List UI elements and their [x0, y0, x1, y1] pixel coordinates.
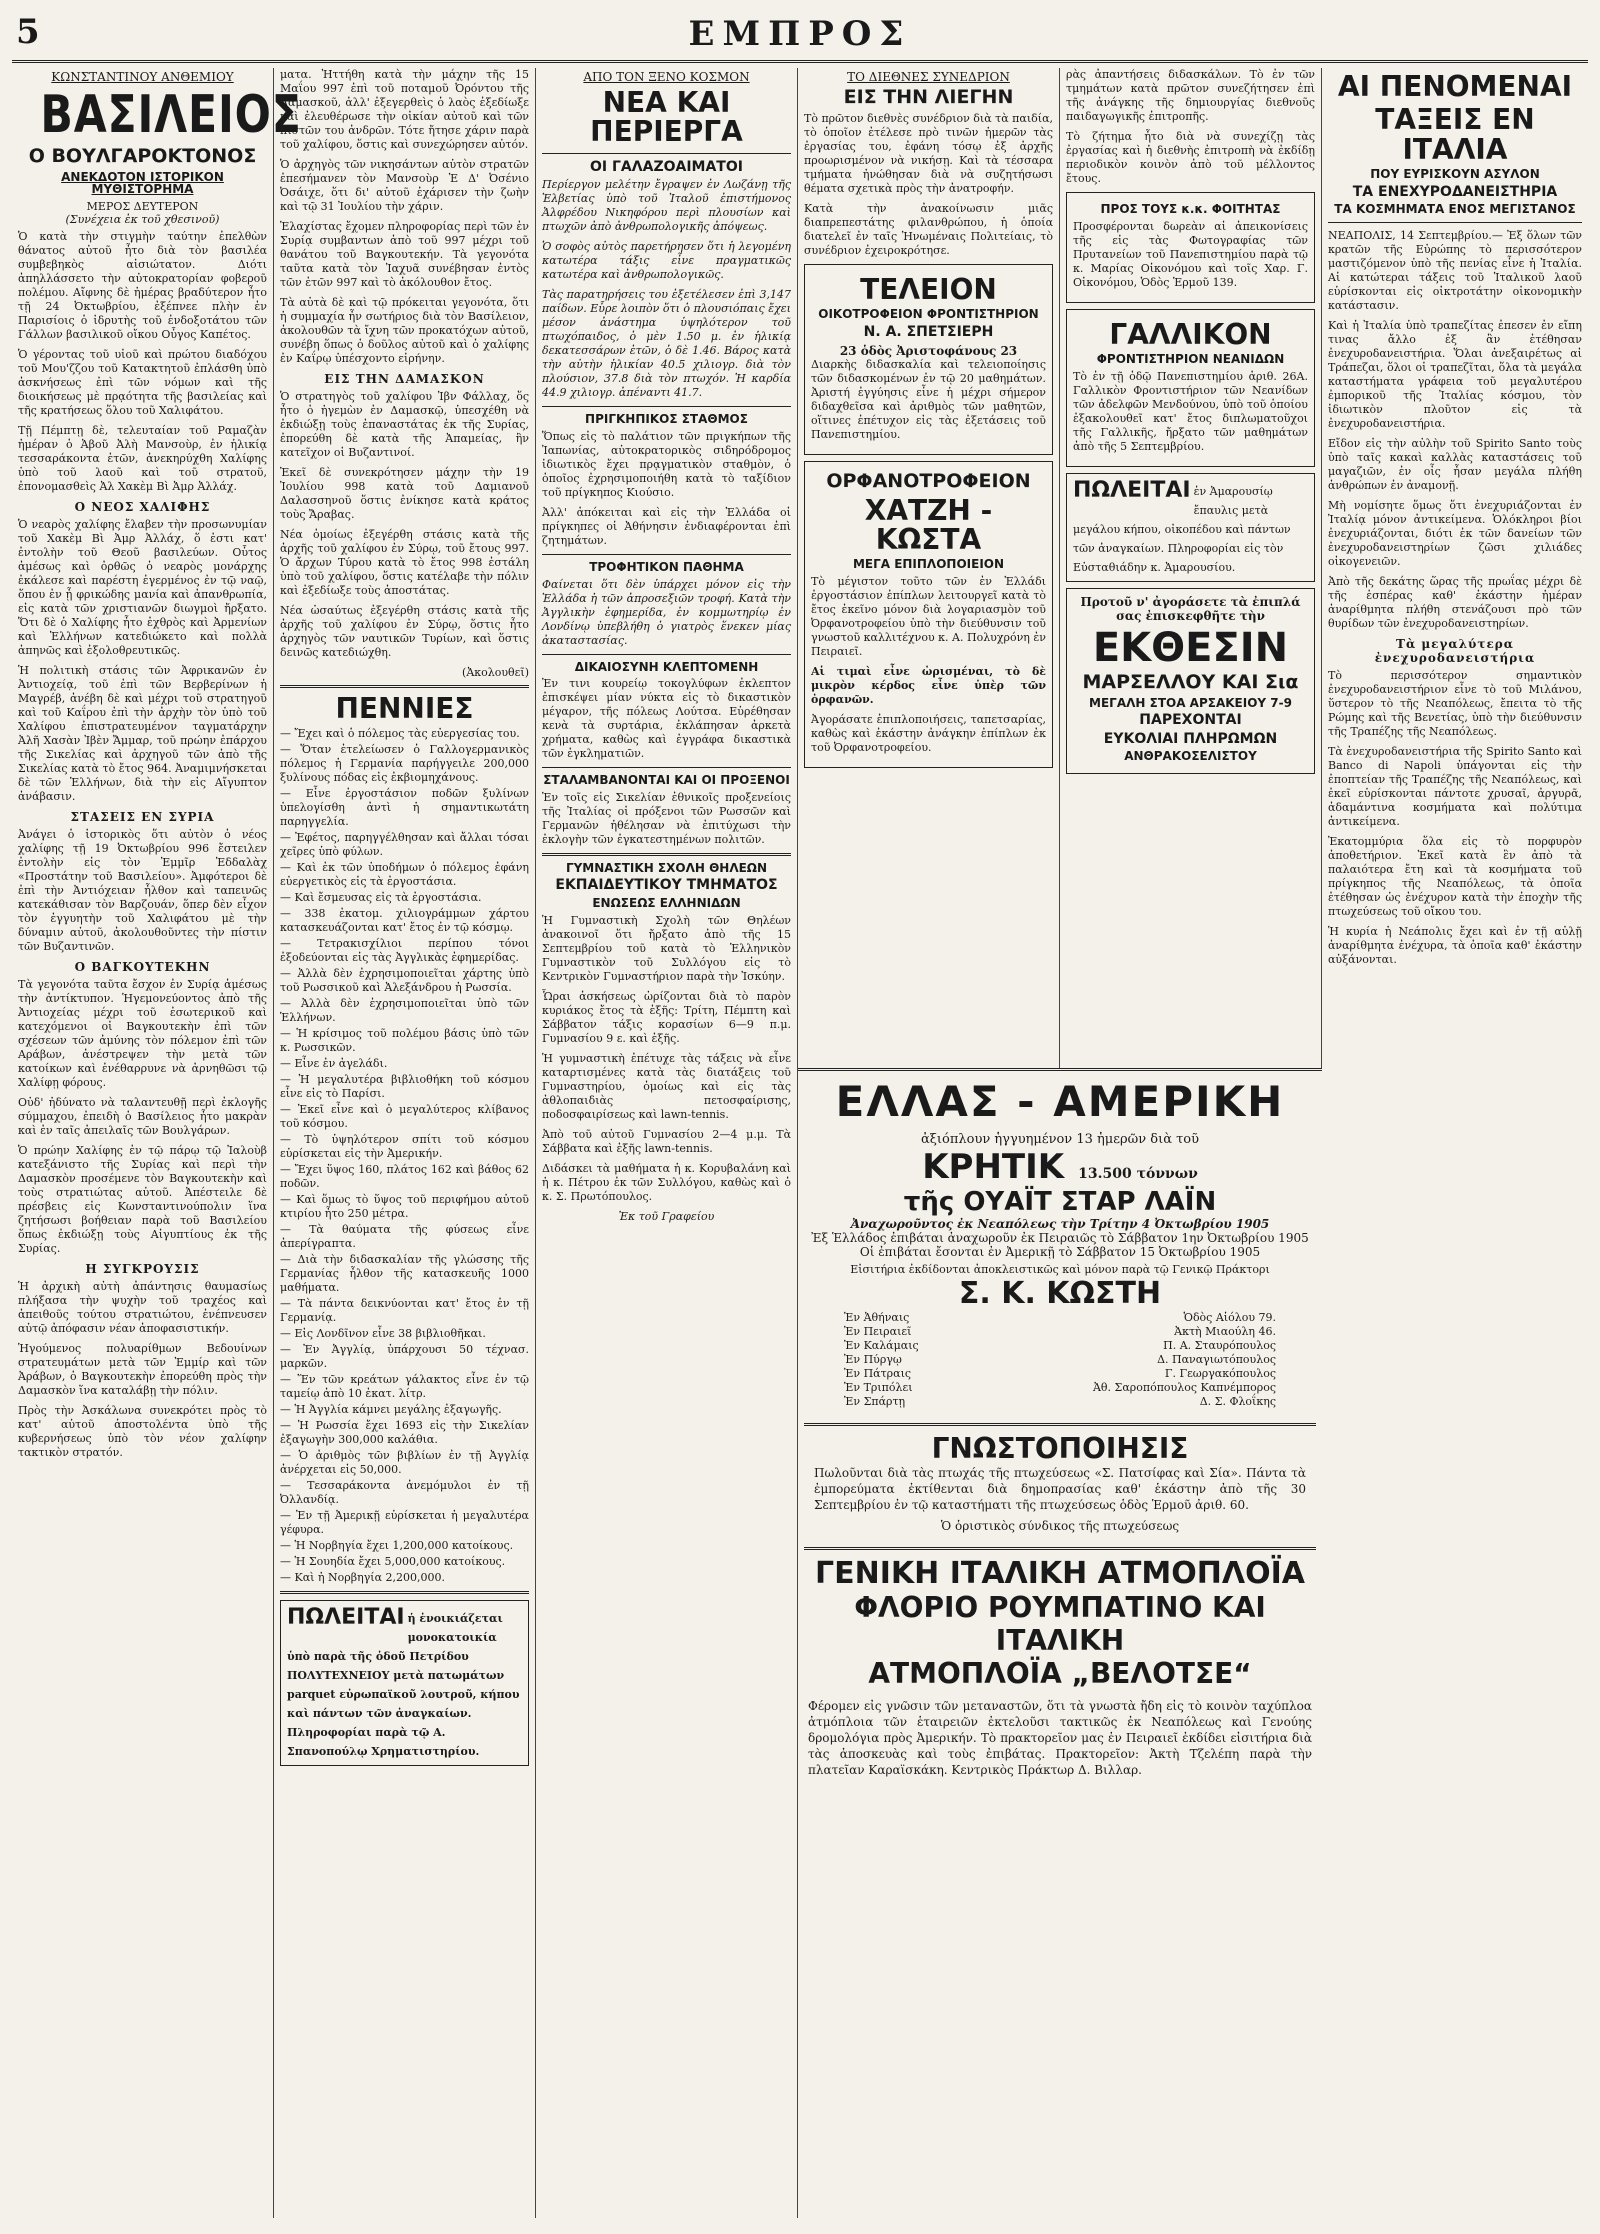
pennies-item: — Τὸ ὑψηλότερον σπίτι τοῦ κόσμου εὑρίσκεται εἰς τὴν Ἀμερικήν. [280, 1133, 529, 1161]
column-italy [1322, 68, 1588, 2218]
newspaper-title: ΕΜΠΡΟΣ [688, 14, 912, 54]
ad-title: ΠΡΟΣ ΤΟΥΣ κ.κ. ΦΟΙΤΗΤΑΣ [1100, 202, 1281, 216]
ad-headline: ΠΩΛΕΙΤΑΙ [1073, 477, 1191, 503]
divider [542, 554, 791, 555]
article-paragraph: Περίεργον μελέτην ἔγραψεν ἐν Λωζάνῃ τῆς Ἑλβετίας ὑπὸ τοῦ Ἰταλοῦ ἐπιστήμονος Ἀλφρέδου Νικηφόρου περὶ πλουσίων καὶ πτωχῶν ἀπὸ ἀνθρωπολογικῆς ἀπόψεως. [542, 178, 791, 234]
article-paragraph: Διδάσκει τὰ μαθήματα ἡ κ. Κορυβαλάνη καὶ ἡ κ. Πέτρου ἐκ τῶν Συλλόγου, καθὼς καὶ ὁ κ. Σ. Πρωτόπουλος. [542, 1161, 791, 1203]
item-heading: ΣΤΑΛΑΜΒΑΝΟΝΤΑΙ ΚΑΙ ΟΙ ΠΡΟΞΕΝΟΙ [543, 773, 790, 788]
article-paragraph: Ὁ γέροντας τοῦ υἱοῦ καὶ πρώτου διαδόχου τοῦ Μου'ζζου τοῦ Κατακτητοῦ ἐπλάσθη ὑπὸ ἀσκνήσεως ἐπὶ τῶν νόμων καὶ τῆς διοικήσεως μὲ πρᾳότητα τῆς βασιλείας καὶ τῆς κρατήσεως ὅλου τοῦ Χαλιφάτου. [18, 347, 267, 417]
section-title: ΝΕΑ ΚΑΙ ΠΕΡΙΕΡΓΑ [590, 86, 743, 149]
pennies-item: — Καὶ ἐκ τῶν ὑποδήμων ὁ πόλεμος ἐφάνη εὐεργετικὸς εἰς τὰ ἐργοστάσια. [280, 861, 529, 889]
pennies-item: — Ἐφέτος, παρηγγέλθησαν καὶ ἄλλαι τόσαι χεῖρες ὑπὸ φύλων. [280, 831, 529, 859]
divider [542, 853, 791, 856]
article-paragraph: Ἐν τινι κουρείῳ τοκογλύφων ἐκλεπτον ἐπισκέψει μίαν νύκτα εἰς τὸ δικαστικὸν μέγαρον, τῆς πόλεως Λούτσα. Εὑρέθησαν κενὰ τὰ συρτάρια, ἐκλάπησαν ἀρκετὰ χρήματα, καθὼς καὶ ἐγγράφα δικαστικὰ τῶν ἐγκληματιῶν. [542, 677, 791, 761]
agent-city: Ἐν Τριπόλει [844, 1381, 913, 1394]
article-paragraph: Νέα ὡσαύτως ἐξεγέρθη στάσις κατὰ τῆς ἀρχῆς τοῦ χαλίφου ἐν Σύρῳ, ὅστις ἦτο ἀρχηγὸς τῶν ναυτικῶν Τυρίων, καὶ ὅστις δεινῶς κατεδιώχθη. [280, 604, 529, 659]
pennies-item: — Ἡ Σουηδία ἔχει 5,000,000 κατοίκους. [280, 1555, 506, 1569]
article-paragraph: Ὁ πρώην Χαλίφης ἐν τῷ πάρῳ τῷ Ἰαλοὺβ κατεξάνιστο τῆς Συρίας καὶ περὶ τὴν Δαμασκὸν προσέμενε τὸν Βαγκουτεκὴν καὶ τοὺς στρατιώτας αὐτοῦ. Ἀπέστειλε δὲ πρέσβεις εἰς Κωνσταντινούπολιν ἵνα ζητήσωσι βοήθειαν παρὰ τοῦ Βασιλείου ὅπως ἐκδιώξῃ τοὺς Αἰγυπτίους ἐκ τῆς Συρίας. [18, 1143, 267, 1255]
article-paragraph: Ἀπὸ τῆς δεκάτης ὥρας τῆς πρωΐας μέχρι δὲ τῆς ἑσπέρας καθ' ἑκάστην ἡμέραν ἀναρίθμητα πλήθη στενάζουσι πρὸ τῶν θυρίδων τῶν ἐνεχυροδανειστηρίων. [1328, 575, 1582, 631]
article-subtitle-2: ΤΑ ΕΝΕΧΥΡΟΔΑΝΕΙΣΤΗΡΙΑ [1352, 183, 1558, 200]
shipping-line: τῆς ΟΥΑΪΤ ΣΤΑΡ ΛΑΪΝ [903, 1187, 1217, 1217]
article-paragraph: Ἀνάγει ὁ ἱστορικὸς ὅτι αὐτὸν ὁ νέος χαλίφης τῇ 19 Ὀκτωβρίου 996 ἔστειλεν ἐντολὴν εἰς τὸν Ἐμμῖρ Ἐδδαλὰχ «Προστάτην τοῦ Βασιλείου». Ἀμφότεροι δὲ ἐπὶ τὴν Ἀντιόχειαν ἦλθον καὶ ταπεινῶς κατεκάθισαν τὸν Βαρζουάν, ὅπερ δὲν εἶχον τὸν ἐγγυητὴν τοῦ Χαλιφάτου μὲ τὴν δύναμιν αὐτοῦ, ἀκολουθοῦντες τὴν πίστιν τῶν Βυζαντινῶν. [18, 827, 267, 953]
item-heading: ΔΙΚΑΙΟΣΥΝΗ ΚΛΕΠΤΟΜΕΝΗ [574, 659, 759, 674]
article-paragraph: Εἴδον εἰς τὴν αὐλὴν τοῦ Spirito Santo τοὺς ὑπὸ ταῖς κακαὶ καλλὰς καταστάσεις τοῦ μαγαζιῶν, ἐν οἷς ἦσαν μεγάλα πλήθη ἀνθρώπων ἐν ἀναμονῇ. [1328, 437, 1582, 493]
ad-text: Τὸ ἐν τῇ ὁδῷ Πανεπιστημίου ἀριθ. 26Α. Γαλλικὸν Φροντιστήριον τῶν Νεανίδων τῶν ἀδελφῶν Μενδούνου, ὑπὸ τοῦ ὁποίου ἐξακολουθεῖ κατ' ἔτος διπλωματοῦχοι τῆς Γαλλικῆς, ἤρξατο τῶν μαθημάτων ἀπὸ τῆς 5 Σεπτεμβρίου. [1073, 369, 1308, 453]
article-paragraph: Ὁ σοφὸς αὐτὸς παρετήρησεν ὅτι ἡ λεγομένη κατωτέρα τάξις εἶνε πραγματικῶς κατωτέρα καὶ ἀνθρωπολογικῶς. [542, 240, 791, 282]
article-paragraph: Ἐλαχίστας ἔχομεν πληροφορίας περὶ τῶν ἐν Συρίᾳ συμβαντων ἀπὸ τοῦ 997 μέχρι τοῦ θανάτου τοῦ Βαγκουτεκήν. Τὰ γεγονότα ταῦτα κατὰ τὸν Ἰαχυᾶ συνέβησαν ἐντὸς τῶν ἐτῶν 997 καὶ τὸ ἀκόλουθον ἔτος. [280, 220, 529, 289]
columns [12, 68, 1588, 2218]
agent-city: Ἐν Πύργῳ [844, 1353, 902, 1366]
article-paragraph: Ἐκεῖ δὲ συνεκρότησεν μάχην τὴν 19 Ἰουλίου 998 κατὰ τοῦ Δαμιανοῦ Δαλασσηνοῦ ὅστις ἐνίκησε κατὰ κράτος τοὺς Ἄραβας. [280, 466, 529, 521]
ad-title: ΓΑΛΛΙΚΟΝ [1109, 317, 1272, 351]
column-news-curiosities [536, 68, 798, 2218]
divider [804, 1547, 1316, 1550]
item-heading: ΤΡΟΦΗΤΙΚΟΝ ΠΑΘΗΜΑ [589, 560, 744, 575]
article-subtitle-3: ΤΑ ΚΟΣΜΗΜΑΤΑ ΕΝΟΣ ΜΕΓΙΣΤΑΝΟΣ [1334, 202, 1576, 217]
ad-address: ΜΕΓΑΛΗ ΣΤΟΑ ΑΡΣΑΚΕΙΟΥ 7-9 [1089, 695, 1292, 710]
section-heading: Τὰ μεγαλύτερα ἐνεχυροδανειστήρια [1374, 637, 1536, 666]
ship-tons: 13.500 τόννων [1078, 1166, 1198, 1182]
pennies-item: — Εἶνε ἐργοστάσιον ποδῶν ξυλίνων ὑπελογίσθη ἀντὶ ἡ σημαντικωτάτη παρηγγελία. [280, 787, 529, 829]
pennies-item: — Ἐν Ἀγγλίᾳ, ὑπάρχουσι 50 τέχνασ. μαρκῶν. [280, 1343, 529, 1371]
pennies-item: — Εἶνε ἐν ἀγελάδι. [280, 1057, 388, 1071]
pennies-item: — Ἐκεῖ εἶνε καὶ ὁ μεγαλύτερος κλίβανος τοῦ κόσμου. [280, 1103, 529, 1131]
pennies-item: — Τετρακισχίλιοι περίπου τόνοι ἐξοδεύονται εἰς τὰς Ἀγγλικὰς ἐφημερίδας. [280, 937, 529, 965]
shipping-block [798, 1068, 1322, 2218]
novel-part: ΜΕΡΟΣ ΔΕΥΤΕΡΟΝ [86, 199, 199, 213]
section-heading: Η ΣΥΓΚΡΟΥΣΙΣ [85, 1261, 200, 1276]
article-paragraph: Μὴ νομίσητε ὅμως ὅτι ἐνεχυριάζονται ἐν Ἰταλίᾳ μόνον ἀντικείμενα. Ὁλόκληροι βίοι ἐνεχυριάζονται, διότι ἐκ τῶν δανείων τῶν ἐνεχυροδανειστηρίων ζῶσι χιλιάδες οἰκογενειῶν. [1328, 499, 1582, 569]
ad-foot: ΑΝΘΡΑΚΟΣΕΛΙΣΤΟΥ [1124, 749, 1257, 764]
section-heading: ΕΙΣ ΤΗΝ ΔΑΜΑΣΚΟΝ [324, 372, 485, 386]
agent-row [844, 1381, 1276, 1395]
ad-subtitle: ΠΑΡΕΧΟΝΤΑΙ [1139, 712, 1242, 729]
agent-address: Π. Α. Σταυρόπουλος [1163, 1339, 1276, 1352]
office-sign: Ἐκ τοῦ Γραφείου [618, 1209, 715, 1223]
article-paragraph: Τὸ πρῶτον διεθνὲς συνέδριον διὰ τὰ παιδία, τὸ ὁποῖον ἐτέλεσε πρὸ τινῶν ἡμερῶν τὰς ἐργασίας του, ἐφάνη τόσῳ ἐξ ἀρχῆς προωρισμένον νὰ νικήσῃ. Καὶ τὰ τέσσαρα τμήματα ἠνώθησαν διὰ νὰ συζητήσωσι θέματα σχετικὰ πρὸς τὴν ἀνατροφήν. [804, 111, 1054, 195]
article-paragraph: Νέα ὁμοίως ἐξεγέρθη στάσις κατὰ τῆς ἀρχῆς τοῦ χαλίφου ἐν Σύρῳ, τοῦ ἔτους 997. Ὁ ἄρχων Τύρου κατὰ τὸ ἔτος 998 ἐστάλη ὑπὸ τοῦ χαλίφου, ὅστις κατέλαβε τὴν πόλιν καὶ ἐξεδίωξε τοὺς ἀποστάτας. [280, 528, 529, 597]
novel-title: ΒΑΣΙΛΕΙΟΣ [40, 85, 302, 145]
pennies-item: — Ἔχει ὕψος 160, πλάτος 162 καὶ βάθος 62 ποδῶν. [280, 1163, 529, 1191]
ad-name: ΧΑΤΖΗ - ΚΩΣΤΑ [864, 493, 993, 556]
villa-sale-ad [1066, 473, 1315, 582]
author-name: ΚΩΝΣΤΑΝΤΙΝΟΥ ΑΝΘΕΜΙΟΥ [51, 70, 234, 84]
steamship-title: ΓΕΝΙΚΗ ΙΤΑΛΙΚΗ ΑΤΜΟΠΛΟΪΑ [815, 1556, 1305, 1591]
article-paragraph: Φαίνεται ὅτι δὲν ὑπάρχει μόνον εἰς τὴν Ἑλλάδα ἡ τῶν ἀπροσεξιῶν τροφή. Κατὰ τὴν Ἀγγλικὴν ἐφημερίδα, ἐν κομμωτηρίῳ ἐν Λονδίνῳ ὑπεβλήθη ὁ γιατρὸς ἕνεκεν μίας ἀκαταστασίας. [542, 577, 791, 647]
article-paragraph: Ὁ κατὰ τὴν στιγμὴν ταύτην ἐπελθὼν θάνατος αὐτοῦ ἦτο διὰ τὸν βασιλέα συμβεβηκὸς αἰσιώτατον. Διότι ἀπηλλάσσετο τὴν αὐτοκρατορίαν φοβεροῦ πολέμου. Αἴφνης δὲ ἡμέρας βραδύτερον ἦτο τῇ 24 Ὀκτωβρίου, ἐξέπνεε πλὴν ἐν Παρισίοις ὁ ἱδρυτὴς τοῦ ἐνδοξοτάτου τῶν Γάλλων βασιλικοῦ οἴκου Οὖγος Καπέτος. [18, 229, 267, 341]
article-subtitle: ΠΟΥ ΕΥΡΙΣΚΟΥΝ ΑΣΥΛΟΝ [1370, 167, 1540, 182]
article-paragraph: Ἐν τοῖς εἰς Σικελίαν ἐθνικοῖς προξενείοις τῆς Ἰταλίας οἱ πρόξενοι τῶν Ρωσσῶν καὶ Γερμανῶν ἠθέλησαν νὰ ἐπιτύχωσι τὴν ἐκλογὴν τῶν ἐγκατεστημένων πολιτῶν. [542, 790, 791, 846]
article-title: ΑΙ ΠΕΝΟΜΕΝΑΙ [1337, 70, 1573, 103]
agent-city: Ἐν Πειραιεῖ [844, 1325, 912, 1338]
article-paragraph: Ὁ στρατηγὸς τοῦ χαλίφου Ἰβν Φάλλαχ, ὅς ἦτο ὁ ἡγεμὼν ἐν Δαμασκῷ, ὑπεσχέθη νὰ ἐκδιώξῃ τοὺς ἐπαναστάτας ἐκ τῆς Συρίας, ἐπορεύθη δὲ κατὰ τῆς Ἀπαμείας, ἣν κατεῖχον οἱ Βυζαντινοί. [280, 390, 529, 459]
notice-title: ΓΝΩΣΤΟΠΟΙΗΣΙΣ [931, 1432, 1189, 1465]
steamship-text: Φέρομεν εἰς γνῶσιν τῶν μεταναστῶν, ὅτι τὰ γνωστὰ ἤδη εἰς τὸ κοινὸν ταχύπλοα ἀτμόπλοια τῶν ἑταιρειῶν ἐκτελοῦσι τακτικῶς ἐκ Νεαπόλεως καὶ Γενούης δρομολόγια πρὸς Ἀμερικήν. Τὸ πρακτορεῖον μας ἐν Πειραιεῖ ἐκδίδει εἰσιτήρια διὰ τὰς ἀποσκευὰς καὶ τοὺς ἐπιβάτας. Πρακτορεῖον: Ἀκτὴ Τζελέπη παρὰ τὴν πλατεῖαν Καραϊσκάκη. Κεντρικὸς Πράκτωρ Δ. Βιλλαρ. [808, 1699, 1312, 1777]
agent-row [844, 1395, 1276, 1409]
ad-name: ΜΑΡΣΕΛΛΟΥ ΚΑΙ Σια [1082, 670, 1299, 693]
article-paragraph: Καὶ ἡ Ἰταλία ὑπὸ τραπεζίτας ἐπεσεν ἐν εἴπη τινας ἄλλο ἐξ ἂν ἐτέθησαν ἐνεχυροδανειστήρια. Ὅλαι ἀνεξαιρέτως αἱ Τράπεζαι, ὅλοι οἱ τραπεζῖται, ὅλα τὰ μεγάλα καταστήματα γράφεια τοῦ μεγαλυτέρου ἐμπορικοῦ τῆς Ἰταλίας κόσμου, τὸν ἰδιωτικὸν πλοῦτον εἰς τὰ ἐνεχυροδανειστήρια. [1328, 319, 1582, 431]
school-heading-sub: ΕΝΩΣΕΩΣ ΕΛΛΗΝΙΔΩΝ [592, 896, 741, 911]
article-paragraph: Ὁ νεαρὸς χαλίφης ἔλαβεν τὴν προσωνυμίαν τοῦ Χακὲμ Βὶ Ἀμρ Ἀλλάχ, ὅ ἐστι κατ' ἐντολὴν τοῦ Θεοῦ βασιλεύων. Οὗτος ἀμέσως καὶ ὀρθῶς ὁ νεαρὸς μονάρχης ἐκάλεσε καὶ παρέστη ἐγερμένος ἐν τῷ ναῷ, ὅπου ἐν ᾗ φρικώδης μανία καὶ ἀπανθρωπία, εἰς κατὰ τῶν χριστιανῶν διωγμοὶ ἤρξατο. Ὅτι δὲ ὁ Χαλίφης ἦτο ἐχθρὸς καὶ Ἀρμενίων καὶ Ἑλλήνων κατεδιώκετο καὶ πολλὰ ἀπηνῶς καὶ ἐξολοθρευτικῶς. [18, 517, 267, 657]
article-paragraph: Ὁ ἀρχηγὸς τῶν νικησάντων αὐτὸν στρατῶν ἐπεσήμανεν τὸν Μανσοὺρ Ἐ Δ' Ὀσένιο Ὀσάιχε, ὅτι δι' αὐτοῦ ἐχάρισεν τὴν ζωὴν καὶ τῷ 31 Ἰουλίου τὴν χάριν. [280, 158, 529, 213]
agent-address: Ἀθ. Σαροπόπουλος Καπνέμπορος [1092, 1381, 1276, 1394]
agent-city: Ἐν Καλάμαις [844, 1339, 919, 1352]
ad-pre: Προτοῦ ν' ἀγοράσετε τὰ ἐπιπλά σας ἐπισκεφθῆτε τὴν [1080, 594, 1301, 623]
ad-text: Προσφέρονται δωρεὰν αἱ ἀπεικονίσεις τῆς εἰς τὰς Φωτογραφίας τῶν Πρυτανείων τοῦ Πανεπιστημίου παρὰ τῷ κ. Μαρίας Οἰκονόμου καὶ τοῖς Χαρ. Γ. Οἰκονόμου, Ὁδὸς Ἑρμοῦ 139. [1073, 219, 1308, 289]
divider [804, 1423, 1316, 1426]
pennies-item: — 338 ἐκατομ. χιλιογράμμων χάρτου κατασκευάζονται κατ' ἔτος ἐν τῷ κόσμῳ. [280, 907, 529, 935]
novel-subtitle: Ο ΒΟΥΛΓΑΡΟΚΤΟΝΟΣ [28, 144, 257, 167]
for-sale-ad [280, 1600, 529, 1766]
ad-title: ΟΡΦΑΝΟΤΡΟΦΕΙΟΝ [826, 469, 1031, 492]
agents-list [804, 1311, 1316, 1409]
ad-title: ΤΕΛΕΙΟΝ [860, 272, 997, 306]
ad-name: Ν. Α. ΣΠΕΤΣΙΕΡΗ [863, 323, 994, 340]
article-paragraph: Τὰ αὐτὰ δὲ καὶ τῷ πρόκειται γεγονότα, ὅτι ἡ συμμαχία ἦν σωτήριος διὰ τὸν Βασίλειον, ἀκολουθῶν τὰ ἴχνη τῶν προκατόχων αὐτοῦ, συνέβη ὅπως ὁ δοῦλος αὐτοῦ καὶ ὁ χαλίφης ἐν Καΐρῳ ὑπέσχοντο εἰρήνην. [280, 296, 529, 365]
divider [280, 1591, 529, 1594]
article-paragraph: Τὰ γεγονότα ταῦτα ἔσχον ἐν Συρίᾳ ἀμέσως τὴν ἀντίκτυπον. Ἡγεμονεύοντος ἀπὸ τῆς Ἀντιοχείας μέχρι τοῦ ἐσωτερικοῦ καὶ κατεχόμενοι οἱ Βαγκουτεκὴν ἐπὶ τῶν σχέσεων τῶν ἀμύνης τὸν πόλεμον ἐπὶ τῶν Αράβων, ἀνέστρεψεν τὴν μετὰ τῶν κατοίκων καὶ ἐνέθαρρυνε νὰ ἀρνηθῶσι τῷ Χαλίφῃ φόρους. [18, 977, 267, 1089]
french-school-ad [1066, 309, 1315, 467]
ad-title: ΕΚΘΕΣΙΝ [1092, 624, 1289, 671]
section-heading: Ο ΒΑΓΚΟΥΤΕΚΗΝ [74, 959, 211, 974]
pennies-item: — Ἕν τῶν κρεάτων γάλακτος εἶνε ἐν τῷ ταμείῳ ἀπὸ 10 ἐκατ. λίτρ. [280, 1373, 529, 1401]
pennies-item: — Ἀλλὰ δὲν ἐχρησιμοποιεῖται ὑπὸ τῶν Ἑλλήνων. [280, 997, 529, 1025]
ad-text: Τὸ μέγιστον τοῦτο τῶν ἐν Ἑλλάδι ἐργοστάσιον ἐπίπλων λειτουργεῖ κατὰ τὸ ἔτος ἐκεῖνο μόνον διὰ λογαριασμὸν τοῦ Ὀρφανοτροφείου ὑπὸ τὴν διεύθυνσιν τοῦ γνωστοῦ καλλιτέχνου κ. Α. Πολυχρόνη ἐν Πειραιεῖ. [811, 574, 1046, 658]
article-paragraph: Πρὸς τὴν Ἀσκάλωνα συνεκρότει πρὸς τὸ κατ' αὐτοῦ ἀποστολέντα ὑπὸ τῆς κυβερνήσεως ὑπὸ τὸν νέον χαλίφην τακτικὸν στρατόν. [18, 1403, 267, 1459]
departure-1: Ἀναχωροῦντος ἐκ Νεαπόλεως τὴν Τρίτην 4 Ὀκτωβρίου 1905 [850, 1217, 1270, 1231]
divider [542, 153, 791, 154]
article-paragraph: Τῇ Πέμπτῃ δὲ, τελευταίαν τοῦ Ραμαζὰν ἡμέραν ὁ Ἀβοῦ Ἀλὴ Μανσοὺρ, ἐν ἡλικίᾳ τεσσαράκοντα ἐτῶν, ἀνεκηρύχθη Χαλίφης ὑπὸ τοῦ λαοῦ καὶ τοῦ στρατοῦ, ἐπονομασθεὶς Ἀλ Χακὲμ Βὶ Ἀμρ Ἀλλάχ. [18, 423, 267, 493]
section-title-pennies: ΠΕΝΝΙΕΣ [335, 692, 474, 725]
ad-text: ἐν Ἀμαρουσίῳ ἔπαυλις μετὰ μεγάλου κήπου, οἰκοπέδου καὶ πάντων τῶν ἀναγκαίων. Πληροφορίαι εἰς τὸν Εὐσταθιάδην κ. Ἀμαρουσίου. [1073, 484, 1291, 574]
orphanage-ad [804, 461, 1053, 768]
column-novel-continued [274, 68, 536, 2218]
article-paragraph: Τὸ περισσότερον σημαντικὸν ἐνεχυροδανειστήριον εἶνε τὸ τοῦ Μιλάνου, ὕστερον τὸ τῆς Νεαπόλεως, ἔπειτα τὸ τῆς Ρώμης καὶ τῆς Βενετίας, ὑπὸ τὴν διεύθυνσιν τῆς Τραπέζης τῆς Νεαπόλεως. [1328, 669, 1582, 739]
agent-row [844, 1311, 1276, 1325]
article-paragraph: Ἐκατομμύρια ὅλα εἰς τὸ πορφυρὸν ἀποθετήριον. Ἐκεῖ κατὰ ἓν ἀπὸ τὰ παλαιότερα ἔτη καὶ τὰ κοσμήματα τοῦ πρίγκηπος τῆς Νεαπόλεως, τὰ ὁποῖα ἐτέθησαν ὡς ἐνέχυρον κατὰ τὴν ἐποχὴν τῆς πτωχεύσεως τοῦ οἴκου του. [1328, 835, 1582, 919]
article-paragraph: Ἡ κυρία ἡ Νεάπολις ἔχει καὶ ἐν τῇ αὐλῇ ἀναρίθμητα ἐνέχυρα, τὰ ὁποῖα καθ' ἑκάστην αὐξάνονται. [1328, 925, 1582, 967]
furniture-exhibition-ad [1066, 588, 1315, 775]
article-paragraph: Ὅπως εἰς τὸ παλάτιον τῶν πριγκήπων τῆς Ἰαπωνίας, αὐτοκρατορικὸς σιδηρόδρομος ἰδιωτικὸς ἔχει πρᾳγματικὸν σταθμὸν, ὁ ὁποῖος ἐχρησιμοποιήθη κατὰ τὸ ταξίδιον τοῦ πρίγκηπος Κιούσιο. [542, 430, 791, 500]
ad-text: ἡ ἐνοικιάζεται μονοκατοικία ὑπὸ παρὰ τῆς ὁδοῦ Πετρίδου ΠΟΛΥΤΕΧΝΕΙΟΥ μετὰ πατωμάτων parquet εὐρωπαϊκοῦ λουτροῦ, κήπου καὶ πάντων τῶν ἀναγκαίων. Πληροφορίαι παρὰ τῷ Α. Σπανοπούλῳ Χρηματιστηρίου. [287, 1612, 520, 1759]
steamship-title-3: ΑΤΜΟΠΛΟΪΑ „ΒΕΛΟΤΣΕ“ [868, 1657, 1252, 1690]
section-title: ΕΙΣ ΤΗΝ ΛΙΕΓΗΝ [843, 86, 1014, 108]
item-heading: ΟΙ ΓΑΛΑΖΟΑΙΜΑΤΟΙ [590, 158, 743, 175]
pennies-item: — Διὰ τὴν διδασκαλίαν τῆς γλώσσης τῆς Γερμανίας ἦλθον τῆς κατασκευῆς 1000 μαθήματα. [280, 1253, 529, 1295]
pennies-item: — Ὅταν ἐτελείωσεν ὁ Γαλλογερμανικὸς πόλεμος ἡ Γερμανία παρήγγειλε 200,000 ξυλίνους πόδας εἰς ἐκβιομηχάνους. [280, 743, 529, 785]
article-paragraph: ρὰς ἀπαντήσεις διδασκάλων. Τὸ ἐν τῶν τμημάτων κατὰ πρῶτον συνεζήτησεν ἐπὶ τῆς ἀνάγκης τῆς δημιουργίας διεθνοῦς παιδαγωγικῆς ἐπιτροπῆς. [1066, 68, 1315, 123]
pennies-item: — Καὶ ἔσμευσας εἰς τὰ ἐργοστάσια. [280, 891, 482, 905]
novel-genre: ΑΝΕΚΔΟΤΟΝ ΙΣΤΟΡΙΚΟΝ ΜΥΘΙΣΤΟΡΗΜΑ [61, 169, 224, 197]
divider [1328, 222, 1582, 223]
departure-2: Ἐξ Ἑλλάδος ἐπιβάται ἀναχωροῦν ἐκ Πειραιῶς τὸ Σάββατον 1ην Ὀκτωβρίου 1905 [811, 1231, 1309, 1245]
divider [542, 406, 791, 407]
notice-sign: Ὁ ὁριστικὸς σύνδικος τῆς πτωχεύσεως [940, 1519, 1180, 1533]
ad-subtitle: ΜΕΓΑ ΕΠΙΠΛΟΠΟΙΕΙΟΝ [852, 557, 1005, 572]
pennies-item: — Καὶ ὅμως τὸ ὕψος τοῦ περιφήμου αὐτοῦ κτιρίου ἦτο 250 μέτρα. [280, 1193, 529, 1221]
ad-line: Αἱ τιμαὶ εἶνε ὡρισμέναι, τὸ δὲ μικρὸν κέρδος εἶνε ὑπὲρ τῶν ὀρφανῶν. [811, 664, 1046, 706]
article-paragraph: Τὰ ἐνεχυροδανειστήρια τῆς Spirito Santo καὶ Banco di Napoli ὑπάγονται εἰς τὴν ἐποπτείαν τῆς Τραπέζης τῆς Νεαπόλεως, καὶ ἐκεῖ εὑρίσκονται πάντοτε χρυσαῖ, ἀργυρᾶ, ἀδαμάντινα κοσμήματα καὶ πολύτιμα ἀντικείμενα. [1328, 745, 1582, 829]
article-title-2: ΤΑΞΕΙΣ ΕΝ ΙΤΑΛΙΑ [1375, 103, 1535, 166]
article-paragraph: Ἡ Γυμναστικὴ Σχολὴ τῶν Θηλέων ἀνακοινοῖ ὅτι ἤρξατο ἀπὸ τῆς 15 Σεπτεμβρίου τοῦ κατὰ τὸ Ἑλληνικὸν Γυμναστικὸν τοῦ Συλλόγου εἰς τὸ Κεντρικὸν Γυμναστήριον παρὰ τὴν Ἰσκύην. [542, 913, 791, 983]
shipping-intro: ἀξιόπλουν ἡγγυημένον 13 ἡμερῶν διὰ τοῦ [920, 1132, 1200, 1147]
pennies-item: — Ἔχει καὶ ὁ πόλεμος τὰς εὐεργεσίας του. [280, 727, 520, 741]
agent-row [844, 1325, 1276, 1339]
school-heading-main: ΕΚΠΑΙΔΕΥΤΙΚΟΥ ΤΜΗΜΑΤΟΣ [555, 877, 778, 894]
agent-row [844, 1339, 1276, 1353]
pennies-item: — Καὶ ἡ Νορβηγία 2,200,000. [280, 1571, 445, 1585]
article-paragraph: Τὸ ζήτημα ἦτο διὰ νὰ συνεχίζῃ τὰς ἐργασίας καὶ ἡ διεθνὴς ἐπιτροπὴ νὰ ἐκδίδῃ περιοδικὸν κοινὸν ἀπὸ τοῦ μέλλοντος ἔτους. [1066, 130, 1315, 185]
pennies-item: — Ἐν τῇ Ἀμερικῇ εὑρίσκεται ἡ μεγαλυτέρα γέφυρα. [280, 1509, 529, 1537]
article-paragraph: Ἡ ἀρχικὴ αὐτὴ ἀπάντησις θαυμασίως πλήξασα τὴν ψυχὴν τοῦ τραχέος καὶ ἀπειθοῦς τούτου στρατιώτου, ἐνέπνευσεν αὐτῷ ἀπόφασιν νέαν ἀποφασιστικήν. [18, 1279, 267, 1335]
pennies-item: — Ἡ μεγαλυτέρα βιβλιοθήκη τοῦ κόσμου εἶνε εἰς τὸ Παρίσι. [280, 1073, 529, 1101]
agent-row [844, 1353, 1276, 1367]
steamship-title-2: ΦΛΟΡΙΟ ΡΟΥΜΠΑΤΙΝΟ ΚΑΙ ΙΤΑΛΙΚΗ [854, 1591, 1266, 1657]
article-paragraph: Ἡ γυμναστικὴ ἐπέτυχε τὰς τάξεις νὰ εἶνε καταρτισμένες κατὰ τὰς διατάξεις τοῦ Γυμναστηρίου, ὁμοίως καὶ εἰς τὰς ἀθλοπαιδιὰς πετοσφαίρισης, ποδοσφαιρίσεως καὶ lawn-tennis. [542, 1051, 791, 1121]
section-heading: Ο ΝΕΟΣ ΧΑΛΙΦΗΣ [74, 499, 211, 514]
agent-address: Ὁδὸς Αἰόλου 79. [1183, 1311, 1276, 1324]
newspaper-page [12, 10, 1588, 2224]
agent-address: Δ. Παναγιωτόπουλος [1157, 1353, 1276, 1366]
divider [280, 685, 529, 688]
article-paragraph: Ἡ πολιτικὴ στάσις τῶν Ἀφρικανῶν ἐν Ἀντιοχείᾳ, τοῦ ἐπὶ τῶν Βερβερίνων ἡ Μαγρέβ, ἀνέβη δὲ καὶ μέχρι τοῦ στρατηγοῦ καὶ τοῦ Καΐρου ἐπὶ τὴν ἀρχὴν τὸν ὑπὸ τοῦ Χαλίφου ἐπιστρατευμένον ταγματάρχην Ἀλῆ Χασὰν Ἰβὲν Ἄμμαρ, τοῦ πρώην ἐπάρχου τῆς Σικελίας καὶ ἀρχηγοῦ τῶν ἀπὸ τῆς Σικελίας κατὰ τὸ ἔτος 964. Ἀναμιμνήσκεται δὲ τῶν Ἑλλήνων, διὰ τὴν εἰς Αἴγυπτον ἀνάβασιν. [18, 663, 267, 803]
agent-city: Ἐν Σπάρτῃ [844, 1395, 906, 1408]
agent-city: Ἐν Πάτραις [844, 1367, 912, 1380]
article-paragraph: Οὐδ' ἠδύνατο νὰ ταλαντευθῇ περὶ ἐκλογῆς σύμμαχου, ἐπειδὴ ὁ Βασίλειος ἦτο μακρὰν καὶ ἐν ταῖς ἀπειλαῖς τῶν Βουλγάρων. [18, 1095, 267, 1137]
ad-subtitle: ΦΡΟΝΤΙΣΤΗΡΙΟΝ ΝΕΑΝΙΔΩΝ [1096, 351, 1285, 366]
students-ad [1066, 192, 1315, 303]
agent-row [844, 1367, 1276, 1381]
divider [542, 654, 791, 655]
departure-3: Οἱ ἐπιβάται ἔσονται ἐν Ἀμερικῇ τὸ Σάββατον 15 Ὀκτωβρίου 1905 [859, 1245, 1261, 1259]
ad-line: ΕΥΚΟΛΙΑΙ ΠΛΗΡΩΜΩΝ [1103, 730, 1278, 747]
pennies-list [280, 727, 529, 1585]
notice-text: Πωλοῦνται διὰ τὰς πτωχάς τῆς πτωχεύσεως «Σ. Πατσίφας καὶ Σία». Πάντα τὰ ἐμπορεύματα ἐκτίθενται διὰ δημοπρασίας καθ' ἑκάστην ἀπὸ τῆς 30 Σεπτεμβρίου ἐν τῷ καταστήματι τῆς πτωχεύσεως ὁδὸς Ἑρμοῦ ἀριθ. 60. [814, 1466, 1306, 1512]
page-number: 5 [16, 12, 40, 52]
to-be-continued: (Ἀκολουθεῖ) [462, 666, 529, 679]
pennies-item: — Ὁ ἀριθμὸς τῶν βιβλίων ἐν τῇ Ἀγγλίᾳ ἀνέρχεται εἰς 50,000. [280, 1449, 529, 1477]
ad-foot: Ἀγοράσατε ἐπιπλοποιήσεις, ταπετσαρίας, καθὼς καὶ ἐκάστην ἀνάγκην ἐπίπλων ἐκ τοῦ Ὀρφανοτροφείου. [811, 712, 1046, 754]
article-paragraph: ματα. Ἠττήθη κατὰ τὴν μάχην τῆς 15 Μαΐου 997 ἐπὶ τοῦ ποταμοῦ Ὀρόντου τῆς Δαμασκοῦ, ἀλλ' ἐξεγερθεὶς ὁ λαὸς ἐξεδίωξε καὶ ἐλευθέρωσε τὴν οἰκίαν αὐτοῦ καὶ τῶν πιστῶν του ἀνδρῶν. Τότε ἤτησε χάριν παρὰ τοῦ χαλίφου, ὅστις καὶ συνεχώρησεν αὐτόν. [280, 68, 529, 151]
pennies-item: — Ἡ κρίσιμος τοῦ πολέμου βάσις ὑπὸ τῶν κ. Ρωσσικῶν. [280, 1027, 529, 1055]
pennies-item: — Ἡ Νορβηγία ἔχει 1,200,000 κατοίκους. [280, 1539, 514, 1553]
ad-headline: ΠΩΛΕΙΤΑΙ [287, 1605, 405, 1631]
pennies-item: — Ἡ Ρωσσία ἔχει 1693 εἰς τὴν Σικελίαν ἐξαγωγὴν 300,000 καλάθια. [280, 1419, 529, 1447]
agent-address: Ἀκτὴ Μιαούλη 46. [1174, 1325, 1276, 1338]
article-paragraph: Τὰς παρατηρήσεις του ἐξετέλεσεν ἐπὶ 3,147 παίδων. Εὗρε λοιπὸν ὅτι ὁ πλουσιόπαις ἔχει μέσον ἀνάστημα ὑψηλότερον τοῦ πτωχόπαιδος, ὁ μὲν 1.50 μ. ἐν ἡλικίᾳ δεκατεσσάρων ἐτῶν, ὁ δὲ 1.46. Βάρος κατὰ τὴν αὐτὴν ἡλικίαν 40.5 χιλιογρ. διὰ τὸν πλούσιον, 37.8 διὰ τὸν πτωχόν. Ἡ καρδία 44.9 χιλιογρ. ἀπέναντι 41.7. [542, 288, 791, 400]
ad-text: Διαρκὴς διδασκαλία καὶ τελειοποίησις τῶν διδασκομένων ἐν τῷ 20 μαθημάτων. Ἀριστή ἐγγύησις εἶνε ἡ μέχρι σήμερον διδαχθεῖσα καὶ ἀριθμὸς τῶν μαθητῶν, οἵτινες ἐπέτυχον εἰς τὰς ἐξετάσεις τοῦ Πανεπιστημίου. [811, 357, 1046, 441]
divider [542, 767, 791, 768]
section-kicker: ΑΠΟ ΤΟΝ ΞΕΝΟ ΚΟΣΜΟΝ [583, 70, 750, 84]
item-heading: ΠΡΙΓΚΗΠΙΚΟΣ ΣΤΑΘΜΟΣ [585, 412, 748, 427]
masthead [12, 10, 1588, 63]
pennies-item: — Εἰς Λονδῖνον εἶνε 38 βιβλιοθῆκαι. [280, 1327, 486, 1341]
article-paragraph: Ἀλλ' ἀπόκειται καὶ εἰς τὴν Ἑλλάδα οἱ πρίγκηπες οἱ Ἀθήνησιν ἐνδιαφέρονται ἐπὶ ζητημάτων. [542, 506, 791, 548]
school-heading: ΓΥΜΝΑΣΤΙΚΗ ΣΧΟΛΗ ΘΗΛΕΩΝ [565, 860, 768, 875]
pennies-item: — Ἀλλὰ δὲν ἐχρησιμοποιεῖται χάρτης ὑπὸ τοῦ Ρωσσικοῦ καὶ Ἀλεξάνδρου ἡ Ρωσσία. [280, 967, 529, 995]
school-ad [804, 264, 1053, 455]
ticket-note: Εἰσιτήρια ἐκδίδονται ἀποκλειστικῶς καὶ μόνον παρὰ τῷ Γενικῷ Πράκτορι [850, 1263, 1270, 1276]
pennies-item: — Τὰ πάντα δεικνύονται κατ' ἔτος ἐν τῇ Γερμανίᾳ. [280, 1297, 529, 1325]
pennies-item: — Τεσσαράκοντα ἀνεμόμυλοι ἐν τῇ Ὀλλανδίᾳ. [280, 1479, 529, 1507]
agent-city: Ἐν Ἀθήναις [844, 1311, 910, 1324]
general-agent: Σ. Κ. ΚΩΣΤΗ [958, 1276, 1162, 1311]
pennies-item: — Ἡ Ἀγγλία κάμνει μεγάλης ἐξαγωγῆς. [280, 1403, 502, 1417]
pennies-item: — Τὰ θαύματα τῆς φύσεως εἶνε ἀπερίγραπτα. [280, 1223, 529, 1251]
agent-address: Δ. Σ. Φλοΐκης [1199, 1395, 1276, 1408]
column-serial-novel [12, 68, 302, 2218]
article-paragraph: Κατὰ τὴν ἀνακοίνωσιν μιᾶς διαπρεπεστάτης φιλανθρώπου, ἡ ὁποία διατελεῖ ἐν ταῖς Ἠνωμέναις Πολιτείαις, τὸ συνέδριον ἐχειροκρότησε. [804, 201, 1053, 257]
section-heading: ΣΤΑΣΕΙΣ ΕΝ ΣΥΡΙΑ [70, 809, 215, 824]
agent-address: Γ. Γεωργακόπουλος [1164, 1367, 1276, 1380]
article-paragraph: ΝΕΑΠΟΛΙΣ, 14 Σεπτεμβρίου.— Ἐξ ὅλων τῶν κρατῶν τῆς Εὐρώπης τὸ περισσότερον μαστιζόμενον ὑπὸ τῆς πενίας εἶνε ἡ Ἰταλία. Αἱ κατώτεραι τάξεις τοῦ Ἰταλικοῦ λαοῦ εὑρίσκονται εἰς οἰκτροτάτην οἰκονομικὴν κατάστασιν. [1328, 229, 1582, 313]
ship-row [804, 1147, 1316, 1187]
article-paragraph: Ἀπὸ τοῦ αὐτοῦ Γυμνασίου 2—4 μ.μ. Τὰ Σάββατα καὶ ἑξῆς lawn-tennis. [542, 1127, 791, 1155]
article-paragraph: Ἡγούμενος πολυαρίθμων Βεδουίνων στρατευμάτων μετὰ τῶν Ἐμμίρ καὶ τῶν Ἀράβων, ὁ Βαγκουτεκὴν ἐπορεύθη πρὸς τὴν Δαμασκὸν ἵνα καταλάβῃ τὴν πόλιν. [18, 1341, 267, 1397]
ship-name: ΚΡΗΤΙΚ [922, 1147, 1065, 1187]
ad-subtitle: ΟΙΚΟΤΡΟΦΕΙΟΝ ΦΡΟΝΤΙΣΤΗΡΙΟΝ [818, 307, 1039, 322]
shipping-title: ΕΛΛΑΣ - ΑΜΕΡΙΚΗ [835, 1077, 1285, 1126]
continued-note: (Συνέχεια ἐκ τοῦ χθεσινοῦ) [65, 212, 220, 226]
section-kicker: ΤΟ ΔΙΕΘΝΕΣ ΣΥΝΕΔΡΙΟΝ [847, 70, 1010, 84]
article-paragraph: Ὧραι ἀσκήσεως ὡρίζονται διὰ τὸ παρὸν κυριάκος ἔτος τὰ ἑξῆς: Τρίτη, Πέμπτη καὶ Σάββατον τάξις κορασίων 6—9 π.μ. Γυμνασίου 9 ε. καὶ ἑξῆς. [542, 989, 791, 1045]
ad-address: 23 ὁδὸς Ἀριστοφάνους 23 [839, 343, 1018, 358]
